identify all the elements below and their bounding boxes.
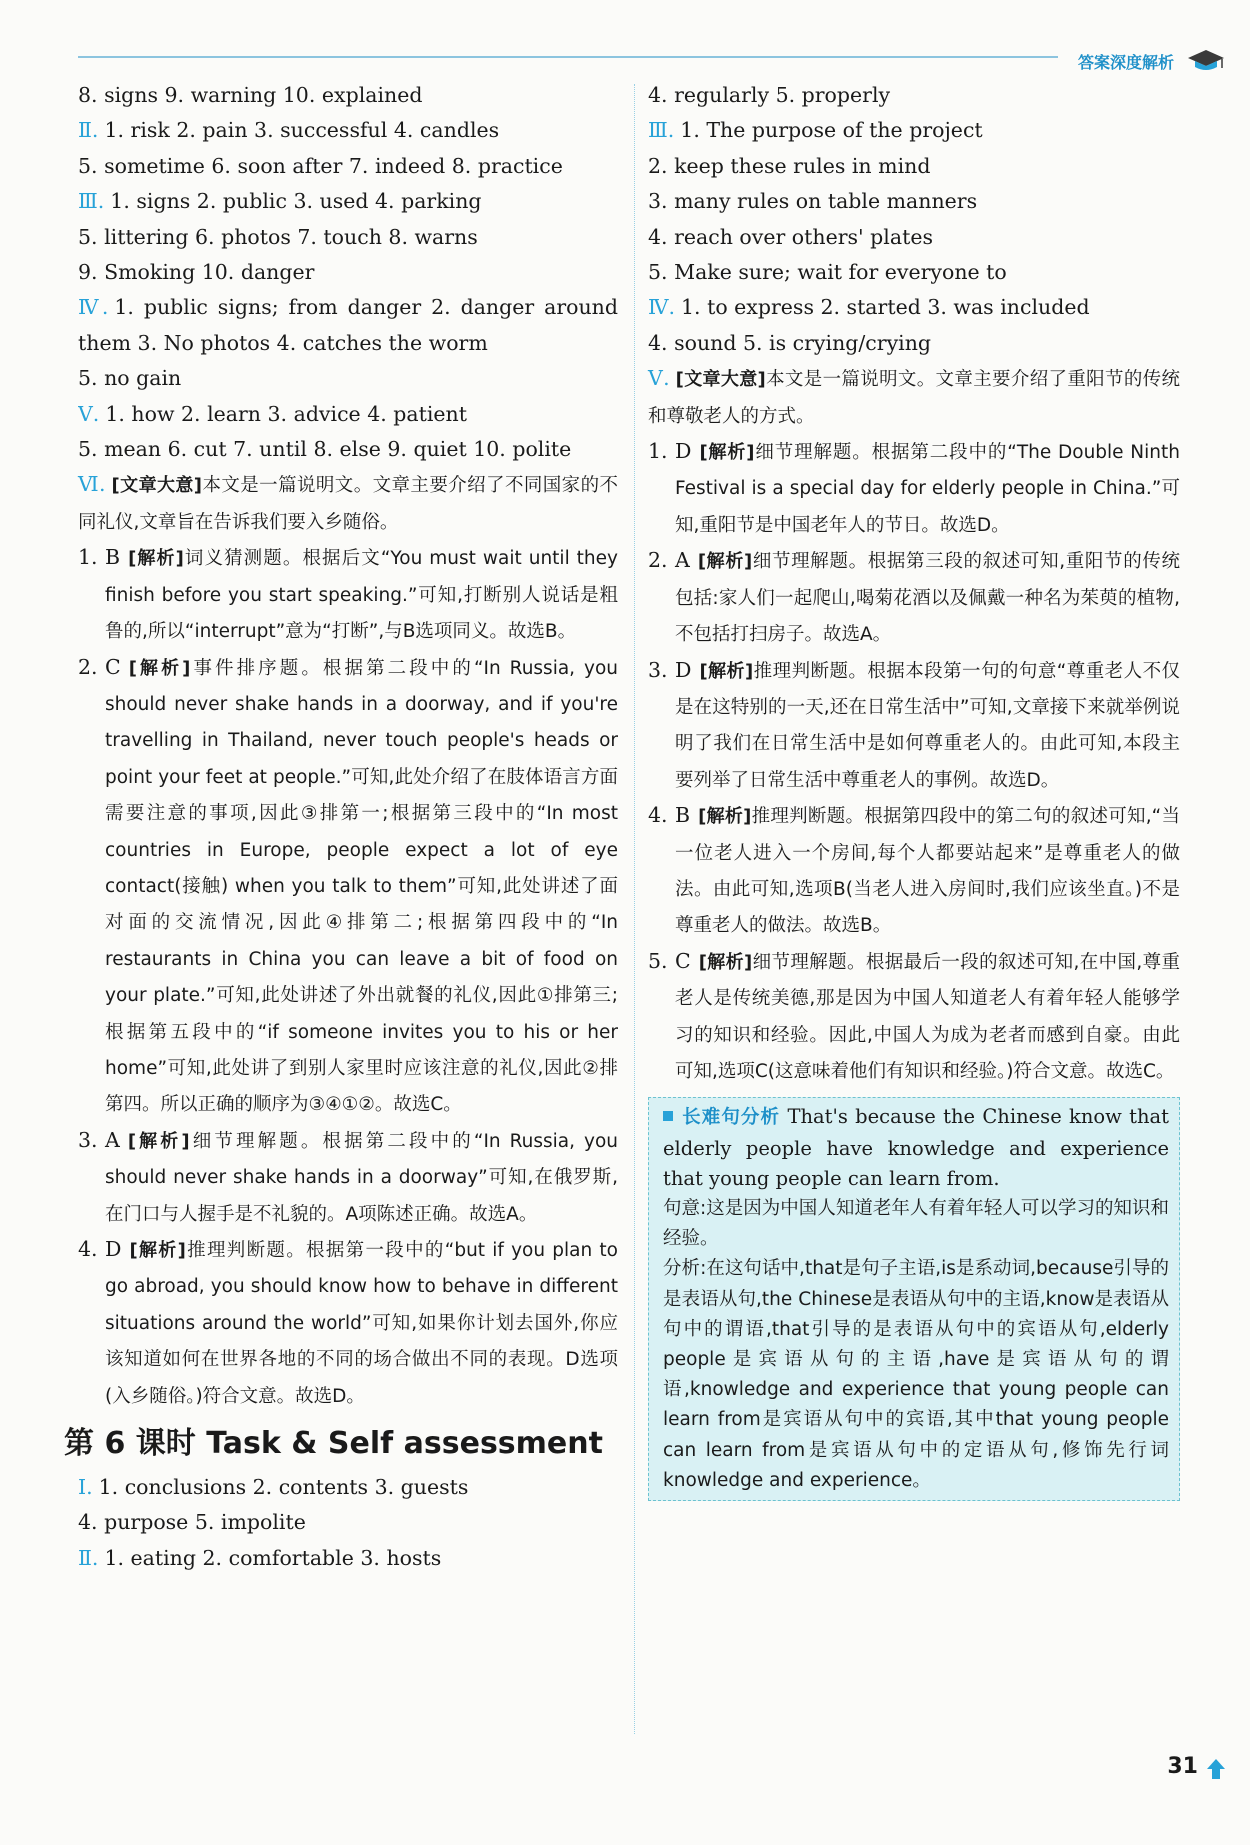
graduation-cap-icon — [1186, 48, 1226, 74]
answer-letter: A — [675, 548, 690, 573]
answer-text: 1. risk 2. pain 3. successful 4. candles — [104, 118, 500, 143]
section-5-intro — [648, 361, 1180, 434]
answer-line: 2. keep these rules in mind — [648, 153, 931, 178]
question-4-explanation — [78, 1232, 618, 1414]
summary-tag: [文章大意] — [111, 475, 203, 497]
answer-text: 1. signs 2. public 3. used 4. parking — [110, 189, 482, 214]
box-heading: 长难句分析 — [663, 1107, 780, 1128]
section-label: Ⅲ. — [78, 189, 105, 214]
up-arrow-icon — [1206, 1757, 1226, 1781]
explanation-text: 推理判断题。根据第四段中的第二句的叙述可知,“当一位老人进入一个房间,每个人都要站起来”是尊重老人的做法。由此可知,选项B(当老人进入房间时,我们应该坐直。)不是尊重老人的做法。故选B。 — [675, 806, 1181, 937]
section-label: Ⅵ. — [78, 472, 106, 497]
analysis-tag: [解析] — [698, 806, 752, 828]
section-label: Ⅳ. — [648, 295, 675, 320]
answer-line: 5. Make sure; wait for everyone to — [648, 260, 1007, 285]
answer-line: 5. littering 6. photos 7. touch 8. warns — [78, 224, 478, 249]
analysis-tag: [解析] — [128, 548, 184, 570]
question-number: 1. — [78, 545, 98, 570]
answer-line: 5. mean 6. cut 7. until 8. else 9. quiet 10. polite — [78, 437, 572, 462]
page-number: 31 — [1167, 1754, 1198, 1779]
question-2-explanation — [648, 543, 1180, 652]
section-label: Ⅴ. — [648, 366, 670, 391]
section-label: Ⅱ. — [78, 1545, 99, 1570]
analysis-tag: [解析] — [128, 657, 191, 679]
question-number: 4. — [648, 803, 668, 828]
section-3-line-1 — [648, 113, 1180, 148]
box-sentence: That's because the Chinese know that elderly people have knowledge and experience that young people can learn from. — [663, 1105, 1169, 1190]
question-number: 5. — [648, 948, 668, 973]
explanation-text: 细节理解题。根据最后一段的叙述可知,在中国,尊重老人是传统美德,那是因为中国人知道老人有着年轻人能够学习的知识和经验。因此,中国人为成为老者而感到自豪。由此可知,选项C(这意味着他们有知识和经验。)符合文意。故选C。 — [675, 951, 1181, 1082]
question-number: 3. — [78, 1127, 98, 1152]
analysis-tag: [解析] — [127, 1130, 190, 1152]
answer-letter: B — [675, 803, 691, 828]
section-4-answers — [78, 290, 618, 361]
answer-text: 1. how 2. learn 3. advice 4. patient — [105, 401, 467, 426]
question-4-explanation — [648, 798, 1180, 944]
section-5-line-1 — [78, 397, 618, 432]
section-4-line-1 — [648, 290, 1180, 325]
analysis-tag: [解析] — [697, 551, 753, 573]
summary-tag: [文章大意] — [675, 369, 766, 391]
answer-text: 1. public signs; from danger 2. danger around them 3. No photos 4. catches the worm — [78, 295, 618, 355]
answer-letter: B — [105, 545, 121, 570]
analysis-tag: [解析] — [698, 951, 753, 973]
question-1-explanation — [78, 540, 618, 649]
question-3-explanation — [648, 653, 1180, 799]
long-sentence-analysis-box — [648, 1097, 1180, 1501]
explanation-text: 细节理解题。根据第二段中的“The Double Ninth Festival is a special day for elderly people in China.”可知,重阳节是中国老年人的节日。故选D。 — [675, 442, 1180, 536]
summary-text: 本文是一篇说明文。文章主要介绍了不同国家的不同礼仪,文章旨在告诉我们要入乡随俗。 — [78, 475, 618, 533]
header-rule — [78, 56, 1058, 58]
answer-text: 1. The purpose of the project — [680, 118, 983, 143]
explanation-text: 词义猜测题。根据后文“You must wait until they finish before you start speaking.”可知,打断别人说话是粗鲁的,所以“interrupt”意为“打断”,与B选项同义。故选B。 — [105, 548, 618, 643]
explanation-text: 细节理解题。根据第二段中的“In Russia, you should never shake hands in a doorway”可知,在俄罗斯,在门口与人握手是不礼貌的。A项陈述正确。故选A。 — [105, 1130, 619, 1225]
explanation-text: 推理判断题。根据第一段中的“but if you plan to go abroad, you should know how to behave in different situations around the world”可知,如果你计划去国外,你应该知道如何在世界各地的不同的场合做出不同的表现。D选项(入乡随俗。)符合文意。故选D。 — [105, 1240, 619, 1407]
answer-line: 9. Smoking 10. danger — [78, 260, 315, 285]
right-column — [648, 78, 1180, 1501]
question-2-explanation — [78, 650, 618, 1123]
answer-letter: C — [675, 948, 691, 973]
box-analysis: 分析:在这句话中,that是句子主语,is是系动词,because引导的是表语从句,the Chinese是表语从句中的主语,know是表语从句中的谓语,that引导的是表语从句中的宾语从句,elderly people是宾语从句的主语,have是宾语从句的谓语,knowledge and experience that young people can learn from是宾语从句中的宾语,其中that young people can learn from是宾语从句中的定语从句,修饰先行词knowledge and experience。 — [663, 1258, 1169, 1491]
section-6-intro — [78, 467, 618, 540]
answer-text: 1. conclusions 2. contents 3. guests — [98, 1475, 469, 1500]
answer-line: 4. purpose 5. impolite — [78, 1510, 306, 1535]
header-title: 答案深度解析 — [1070, 50, 1180, 73]
task-section-2-line-1 — [78, 1541, 618, 1576]
question-number: 3. — [648, 657, 668, 682]
section-label: Ⅲ. — [648, 118, 675, 143]
answer-letter: C — [105, 654, 121, 679]
answer-line: 3. many rules on table manners — [648, 189, 978, 214]
question-number: 2. — [648, 548, 668, 573]
section-label: Ⅰ. — [78, 1475, 93, 1500]
answer-line: 8. signs 9. warning 10. explained — [78, 83, 423, 107]
answer-line: 4. regularly 5. properly — [648, 83, 891, 107]
box-meaning: 句意:这是因为中国人知道老年人有着年轻人可以学习的知识和经验。 — [663, 1197, 1169, 1250]
answer-text: 1. to express 2. started 3. was included — [681, 295, 1090, 320]
answer-line: 4. reach over others' plates — [648, 224, 933, 249]
answer-line: 4. sound 5. is crying/crying — [648, 330, 932, 355]
explanation-text: 事件排序题。根据第二段中的“In Russia, you should never shake hands in a doorway, and if you're travelling in Thailand, never touch people's heads or point your feet at people.”可知,此处介绍了在肢体语言方面需要注意的事项,因此③排第一;根据第三段中的“In most countries in Europe, people expect a lot of eye contact(接触) when you talk to them”可知,此处讲述了面对面的交流情况,因此④排第二;根据第四段中的“In restaurants in China you can leave a bit of food on your plate.”可知,此处讲述了外出就餐的礼仪,因此①排第三;根据第五段中的“if someone invites you to his or her home”可知,此处讲了到别人家里时应该注意的礼仪,因此②排第四。所以正确的顺序为③④①②。故选C。 — [105, 657, 619, 1116]
explanation-text: 细节理解题。根据第三段的叙述可知,重阳节的传统包括:家人们一起爬山,喝菊花酒以及佩戴一种名为茱萸的植物,不包括打扫房子。故选A。 — [675, 551, 1181, 646]
lesson-title: 第 6 课时 Task & Self assessment — [64, 1426, 603, 1462]
column-divider — [634, 84, 635, 1734]
question-number: 2. — [78, 654, 98, 679]
explanation-text: 推理判断题。根据本段第一句的句意“尊重老人不仅是在这特别的一天,还在日常生活中”可知,文章接下来就举例说明了我们在日常生活中是如何尊重老人的。由此可知,本段主要列举了日常生活中尊重老人的事例。故选D。 — [675, 660, 1181, 791]
question-1-explanation — [648, 434, 1180, 543]
answer-line: 5. no gain — [78, 366, 182, 391]
answer-letter: D — [105, 1237, 122, 1261]
section-2-line-1 — [78, 113, 618, 148]
box-sentence-paragraph — [663, 1102, 1169, 1194]
answer-line: 5. sometime 6. soon after 7. indeed 8. practice — [78, 153, 563, 178]
answer-letter: A — [105, 1127, 120, 1152]
section-label: Ⅱ. — [78, 118, 99, 143]
analysis-tag: [解析] — [699, 660, 754, 682]
answer-text: 1. eating 2. comfortable 3. hosts — [104, 1545, 442, 1570]
section-3-line-1 — [78, 184, 618, 219]
analysis-tag: [解析] — [129, 1240, 186, 1261]
analysis-tag: [解析] — [699, 442, 755, 464]
question-number: 4. — [78, 1237, 98, 1261]
question-3-explanation — [78, 1123, 618, 1232]
question-5-explanation — [648, 944, 1180, 1090]
answer-letter: D — [675, 657, 692, 682]
question-number: 1. — [648, 439, 668, 464]
section-label: Ⅳ. — [78, 295, 109, 320]
answer-letter: D — [675, 439, 692, 464]
section-label: Ⅴ. — [78, 401, 100, 426]
summary-text: 本文是一篇说明文。文章主要介绍了重阳节的传统和尊敬老人的方式。 — [648, 369, 1180, 427]
task-section-1-line-1 — [78, 1470, 618, 1505]
left-column — [64, 78, 619, 1576]
